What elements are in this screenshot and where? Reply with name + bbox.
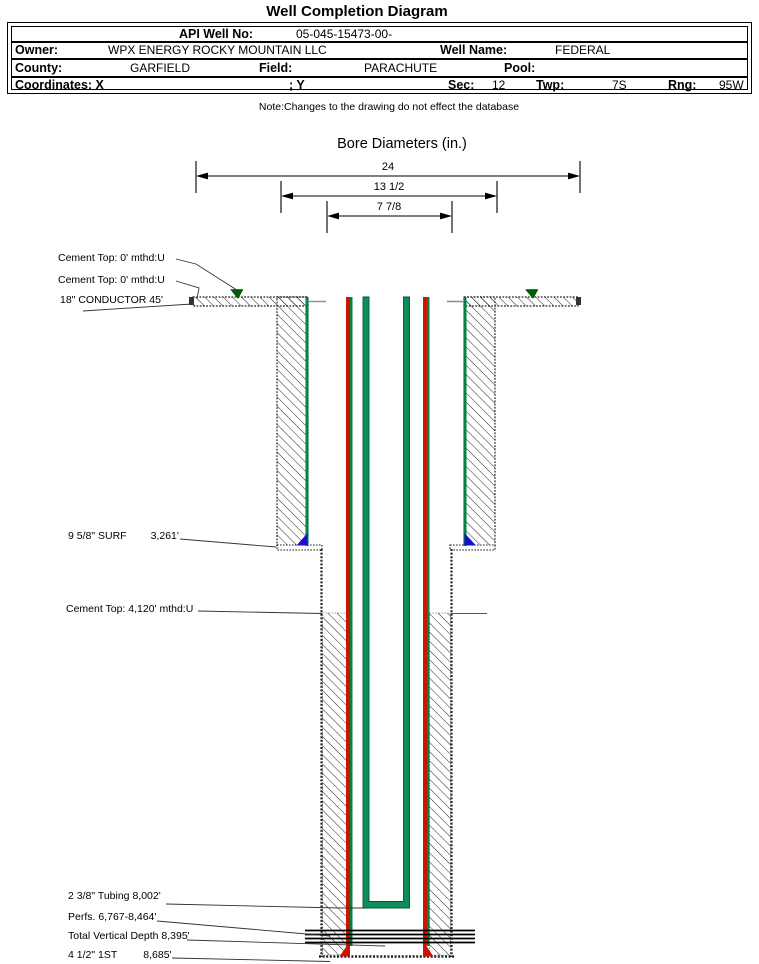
surface-casing-string: [306, 297, 467, 546]
rng-label: Rng:: [668, 78, 697, 93]
surface-shoe-cement: [297, 533, 477, 546]
twp-label: Twp:: [536, 78, 565, 93]
tubing-string: [363, 297, 410, 908]
page-title: Well Completion Diagram: [266, 3, 448, 20]
pool-label: Pool:: [504, 60, 536, 75]
dim-label-13-5: 13 1/2: [373, 181, 405, 193]
bore-dimension-arrows: [196, 161, 580, 233]
api-value: 05-045-15473-00-: [296, 26, 393, 41]
perfs-label: Perfs. 6,767-8,464': [68, 911, 157, 923]
production-casing-label: 4 1/2" 1ST 8,685': [68, 949, 172, 961]
conductor-casing: [189, 297, 581, 306]
well-name-value: FEDERAL: [555, 43, 611, 58]
surface-casing-label: 9 5/8" SURF 3,261': [68, 530, 179, 542]
coordinates-label: Coordinates: X: [15, 78, 104, 93]
surface-casing-annulus: [277, 297, 495, 550]
field-value: PARACHUTE: [364, 60, 438, 75]
cement-top-0-label-1: Cement Top: 0' mthd:U: [58, 252, 165, 264]
county-value: GARFIELD: [130, 60, 191, 75]
api-label: API Well No:: [179, 26, 254, 41]
coordinates-y-label: ; Y: [289, 78, 305, 93]
cement-top-0-label-2: Cement Top: 0' mthd:U: [58, 274, 165, 286]
database-note: Note:Changes to the drawing do not effect the database: [258, 101, 520, 113]
bore-diameters-heading: Bore Diameters (in.): [337, 136, 467, 152]
dim-label-24: 24: [381, 161, 395, 173]
rng-value: 95W: [719, 78, 744, 93]
cement-top-4120-label: Cement Top: 4,120' mthd:U: [66, 603, 194, 615]
owner-value: WPX ENERGY ROCKY MOUNTAIN LLC: [108, 43, 327, 58]
production-casing-depth: 8,685': [143, 949, 172, 961]
county-label: County:: [15, 60, 63, 75]
dim-label-7-78: 7 7/8: [376, 201, 402, 213]
tubing-label: 2 3/8" Tubing 8,002': [68, 890, 161, 902]
tvd-label: Total Vertical Depth 8,395': [68, 930, 190, 942]
owner-label: Owner:: [15, 43, 59, 58]
well-name-label: Well Name:: [440, 43, 508, 58]
surface-casing-depth: 3,261': [150, 530, 179, 542]
conductor-label: 18" CONDUCTOR 45': [60, 294, 163, 306]
twp-value: 7S: [612, 78, 627, 93]
sec-value: 12: [492, 78, 506, 93]
sec-label: Sec:: [448, 78, 475, 93]
production-casing-string: [340, 297, 434, 957]
field-label: Field:: [259, 60, 293, 75]
